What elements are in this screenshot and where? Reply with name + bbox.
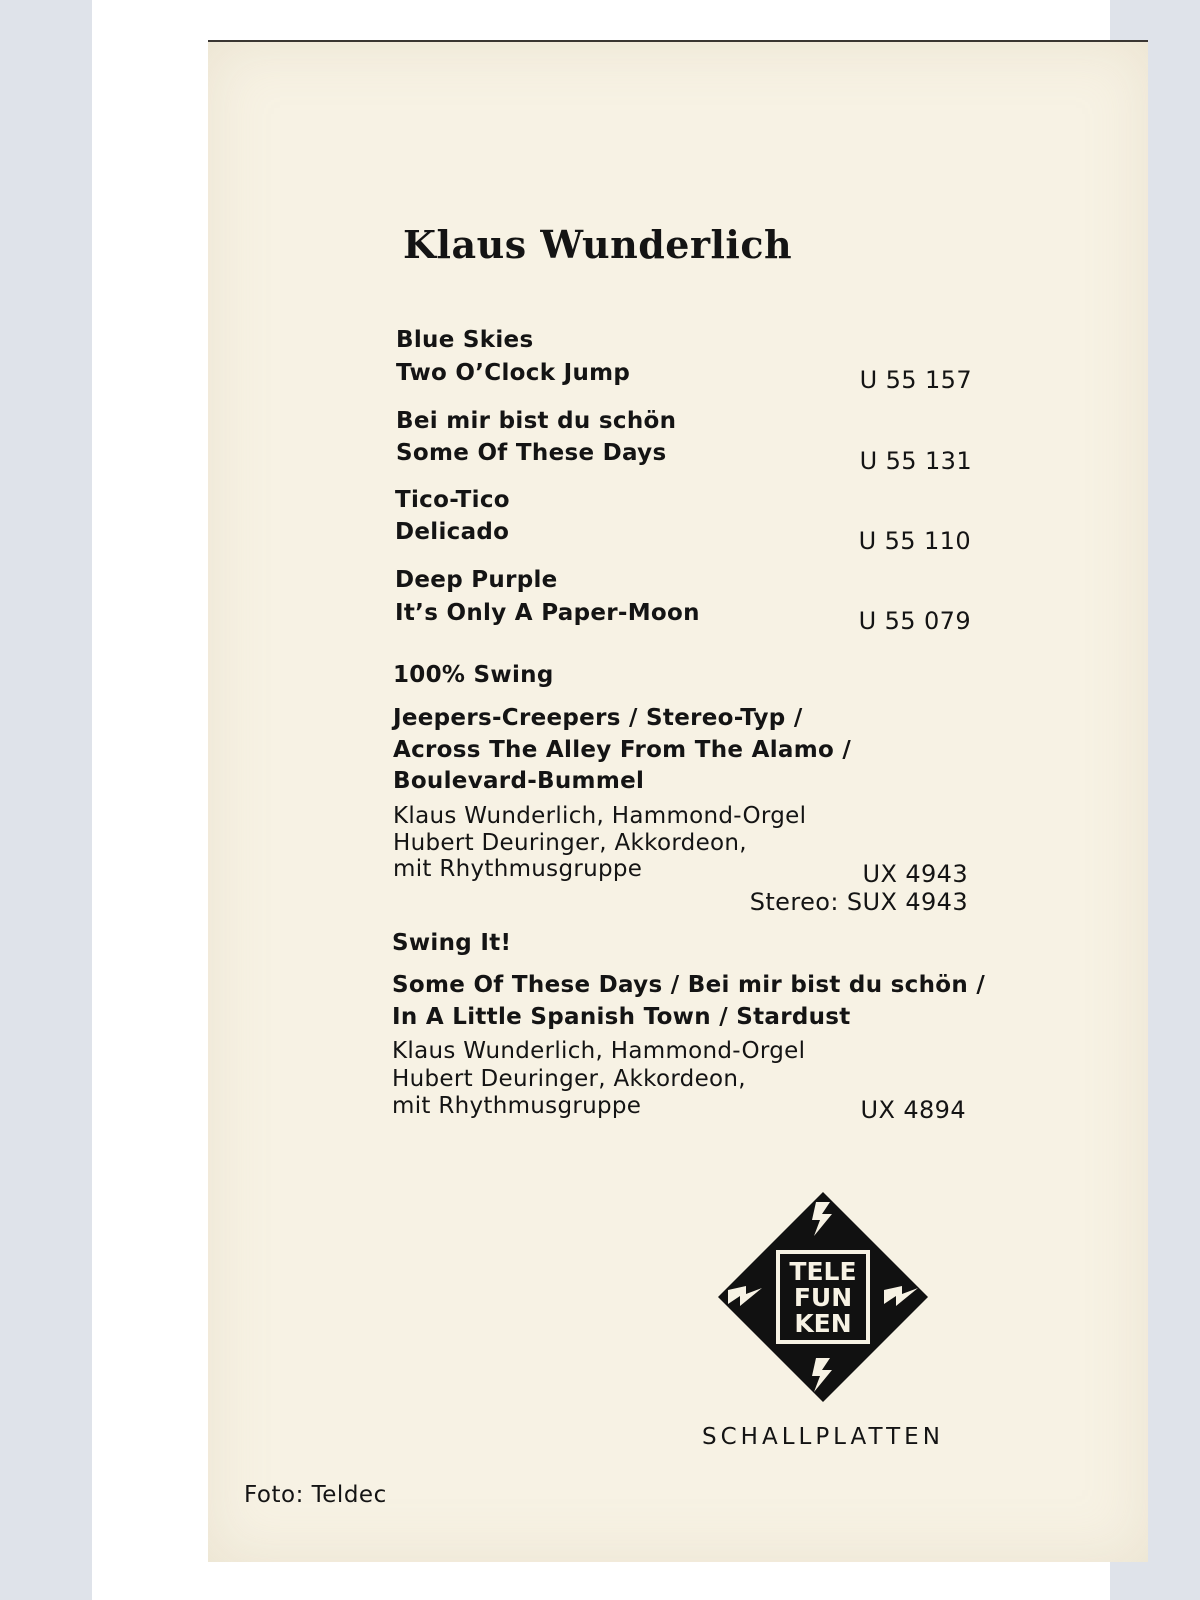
track-title: Tico-Tico: [395, 487, 510, 513]
scan-background: [92, 0, 1110, 1600]
credit-line: Klaus Wunderlich, Hammond-Orgel: [392, 1038, 806, 1064]
catalog-number: U 55 079: [858, 607, 971, 635]
artist-title: Klaus Wunderlich: [403, 222, 793, 267]
catalog-number: UX 4943: [862, 860, 968, 888]
track-list-line: Across The Alley From The Alamo /: [393, 737, 852, 763]
credit-line: Hubert Deuringer, Akkordeon,: [392, 1066, 746, 1092]
track-title: Blue Skies: [396, 327, 534, 353]
track-title: Two O’Clock Jump: [396, 360, 631, 386]
logo-text-line: KEN: [794, 1309, 852, 1338]
track-title: Deep Purple: [395, 567, 558, 593]
logo-text-line: FUN: [793, 1283, 853, 1312]
credit-line: Hubert Deuringer, Akkordeon,: [393, 830, 747, 856]
catalog-number: UX 4894: [860, 1096, 966, 1124]
catalog-number: U 55 110: [858, 527, 971, 555]
track-list-line: In A Little Spanish Town / Stardust: [392, 1004, 851, 1030]
record-card: [208, 40, 1148, 1562]
track-list-line: Boulevard-Bummel: [393, 768, 645, 794]
track-title: Some Of These Days: [396, 440, 667, 466]
catalog-number: U 55 131: [859, 447, 972, 475]
credit-line: mit Rhythmusgruppe: [393, 856, 643, 882]
logo-text-line: TELE: [789, 1257, 857, 1286]
photo-credit: Foto: Teldec: [244, 1482, 387, 1508]
credit-line: mit Rhythmusgruppe: [392, 1093, 642, 1119]
stereo-catalog-number: Stereo: SUX 4943: [749, 888, 968, 916]
track-title: It’s Only A Paper-Moon: [395, 600, 700, 626]
track-title: Delicado: [395, 519, 510, 545]
catalog-number: U 55 157: [859, 366, 972, 394]
credit-line: Klaus Wunderlich, Hammond-Orgel: [393, 803, 807, 829]
track-list-line: Jeepers-Creepers / Stereo-Typ /: [393, 705, 803, 731]
telefunken-logo: [718, 1192, 928, 1402]
brand-subtitle: SCHALLPLATTEN: [702, 1424, 944, 1450]
album-title: Swing It!: [392, 930, 512, 956]
album-title: 100% Swing: [393, 662, 554, 688]
track-title: Bei mir bist du schön: [396, 408, 677, 434]
track-list-line: Some Of These Days / Bei mir bist du schön /: [392, 972, 986, 998]
